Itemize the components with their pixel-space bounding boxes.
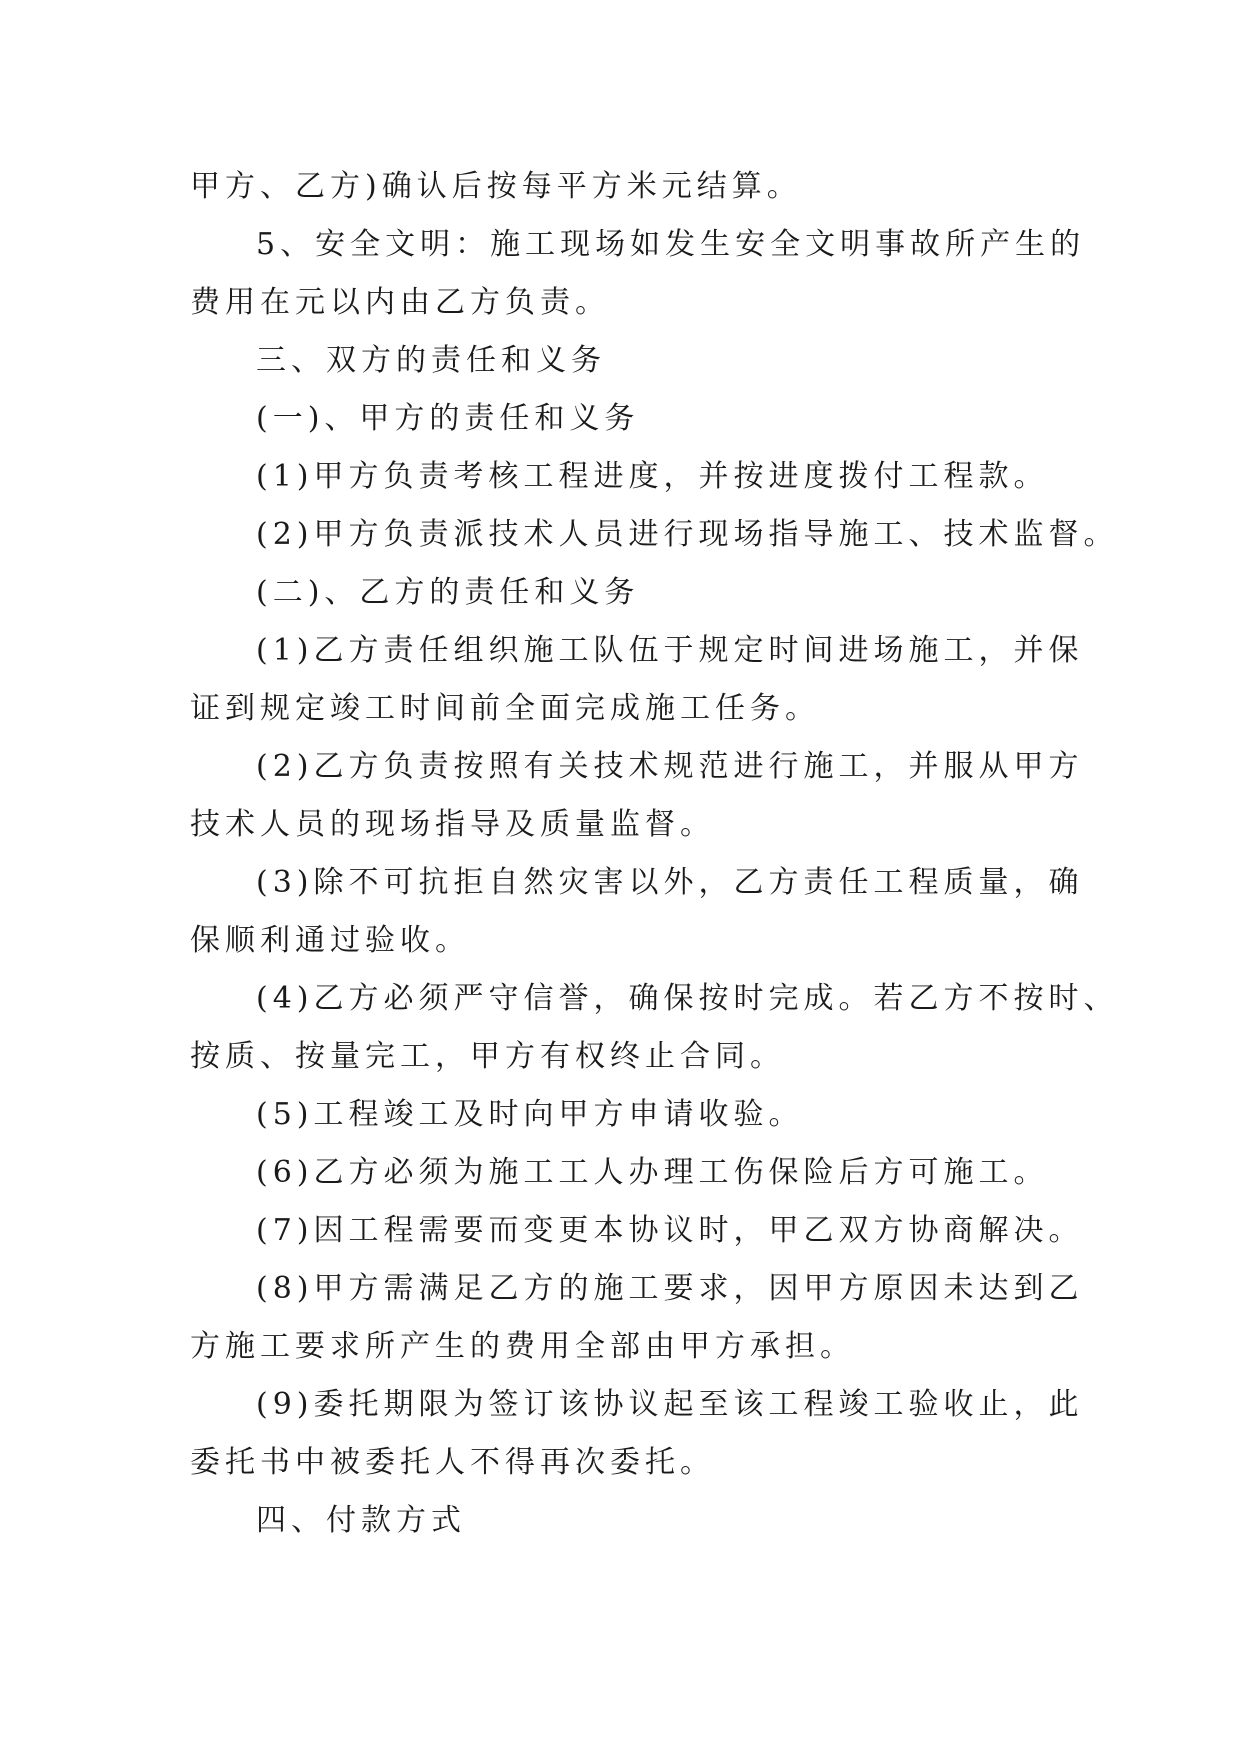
text-line: (1)乙方责任组织施工队伍于规定时间进场施工，并保 [256, 633, 1084, 668]
document-body [190, 158, 1119, 1550]
text-line: 按质、按量完工，甲方有权终止合同。 [190, 1039, 785, 1074]
subsection-heading: (一)、甲方的责任和义务 [256, 401, 640, 436]
text-line: (2)乙方负责按照有关技术规范进行施工，并服从甲方 [256, 749, 1084, 784]
section-heading: 四、付款方式 [256, 1503, 466, 1538]
text-line: 费用在元以内由乙方负责。 [190, 285, 610, 320]
subsection-heading: (二)、乙方的责任和义务 [256, 575, 640, 610]
text-line: 5、安全文明：施工现场如发生安全文明事故所产生的 [256, 227, 1086, 262]
text-line: 证到规定竣工时间前全面完成施工任务。 [190, 691, 820, 726]
text-line: (7)因工程需要而变更本协议时，甲乙双方协商解决。 [256, 1213, 1084, 1248]
text-line: (5)工程竣工及时向甲方申请收验。 [256, 1097, 804, 1132]
text-line: (8)甲方需满足乙方的施工要求，因甲方原因未达到乙 [256, 1271, 1084, 1306]
text-line: (3)除不可抗拒自然灾害以外，乙方责任工程质量，确 [256, 865, 1084, 900]
section-heading: 三、双方的责任和义务 [256, 343, 606, 378]
text-line: 保顺利通过验收。 [190, 923, 470, 958]
text-line: (9)委托期限为签订该协议起至该工程竣工验收止，此 [256, 1387, 1084, 1422]
text-line: 甲方、乙方)确认后按每平方米元结算。 [190, 169, 802, 204]
text-line: (4)乙方必须严守信誉，确保按时完成。若乙方不按时、 [256, 981, 1119, 1016]
text-line: 方施工要求所产生的费用全部由甲方承担。 [190, 1329, 855, 1364]
text-line: (2)甲方负责派技术人员进行现场指导施工、技术监督。 [256, 517, 1119, 552]
text-line: (6)乙方必须为施工工人办理工伤保险后方可施工。 [256, 1155, 1049, 1190]
text-line: 委托书中被委托人不得再次委托。 [190, 1445, 715, 1480]
text-line: (1)甲方负责考核工程进度，并按进度拨付工程款。 [256, 459, 1049, 494]
text-line: 技术人员的现场指导及质量监督。 [190, 807, 715, 842]
